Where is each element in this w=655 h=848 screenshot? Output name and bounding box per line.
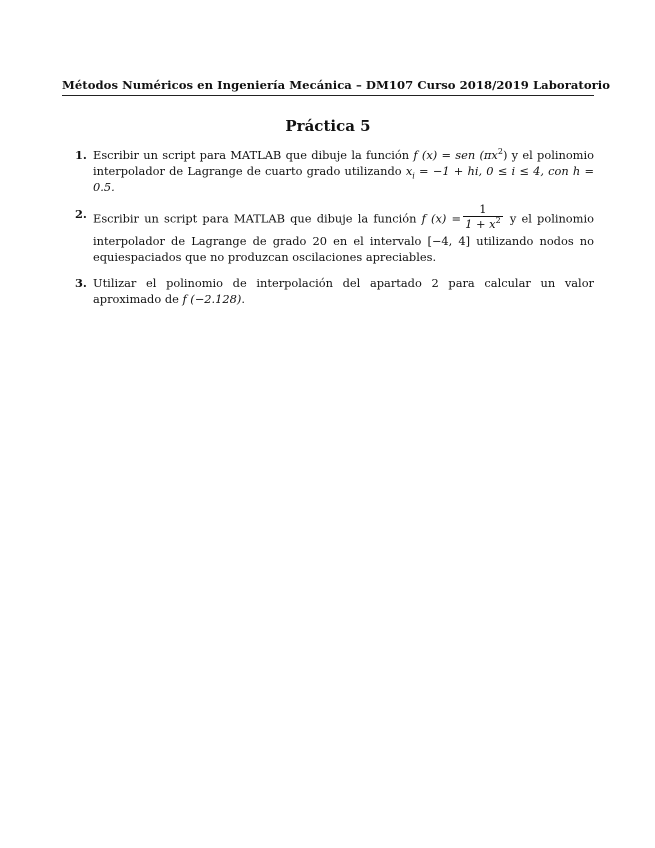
math-subscript: i bbox=[412, 171, 415, 181]
exercise-number: 1. bbox=[75, 148, 87, 162]
exercise-text bbox=[93, 275, 594, 307]
math-fraction bbox=[463, 203, 503, 230]
math-function: f (x) = sen (πx bbox=[413, 148, 498, 162]
exercise-number: 2. bbox=[75, 206, 87, 221]
fraction-denominator bbox=[463, 217, 503, 230]
exercise-list bbox=[62, 147, 594, 317]
math-function-end: ) bbox=[502, 148, 508, 162]
math-variable: x bbox=[405, 164, 413, 179]
exercise-number: 3. bbox=[75, 276, 87, 291]
exercise-1 bbox=[62, 147, 594, 196]
math-condition: = −1 + hi, 0 ≤ i ≤ 4, con h = 0.5. bbox=[93, 164, 595, 195]
exercise-2 bbox=[62, 201, 594, 265]
exercise-text bbox=[93, 201, 594, 265]
exercise-text-part: y el polinomio interpolador de Lagrange de cuarto grado utilizando bbox=[93, 148, 594, 179]
exercise-text-part: y el polinomio interpolador de Lagrange de grado 20 en el intervalo [−4, 4] utilizando nodos no equiespaciados que no produzcan oscilaciones apreciables. bbox=[93, 211, 594, 264]
exercise-text-part: Utilizar el polinomio de interpolación del apartado 2 para calcular un valor aproximado de bbox=[93, 276, 594, 307]
exercise-text bbox=[93, 147, 594, 196]
exercise-text-part: Escribir un script para MATLAB que dibuje la función bbox=[93, 211, 422, 226]
fraction-numerator: 1 bbox=[463, 203, 503, 217]
exercise-text-part: Escribir un script para MATLAB que dibuje la función bbox=[93, 148, 414, 162]
math-function: f (x) = bbox=[421, 211, 462, 226]
exercise-text-end: . bbox=[241, 292, 245, 307]
exercise-3 bbox=[62, 275, 594, 307]
fraction-denominator-text: 1 + x bbox=[465, 216, 496, 231]
page-title: Práctica 5 bbox=[285, 117, 371, 135]
page-header: Métodos Numéricos en Ingeniería Mecánica – DM107 Curso 2018/2019 Laboratorio bbox=[62, 78, 610, 92]
math-superscript: 2 bbox=[495, 215, 501, 225]
math-superscript: 2 bbox=[497, 147, 503, 157]
math-expression: f (−2.128) bbox=[182, 292, 242, 307]
header-rule bbox=[62, 95, 594, 96]
